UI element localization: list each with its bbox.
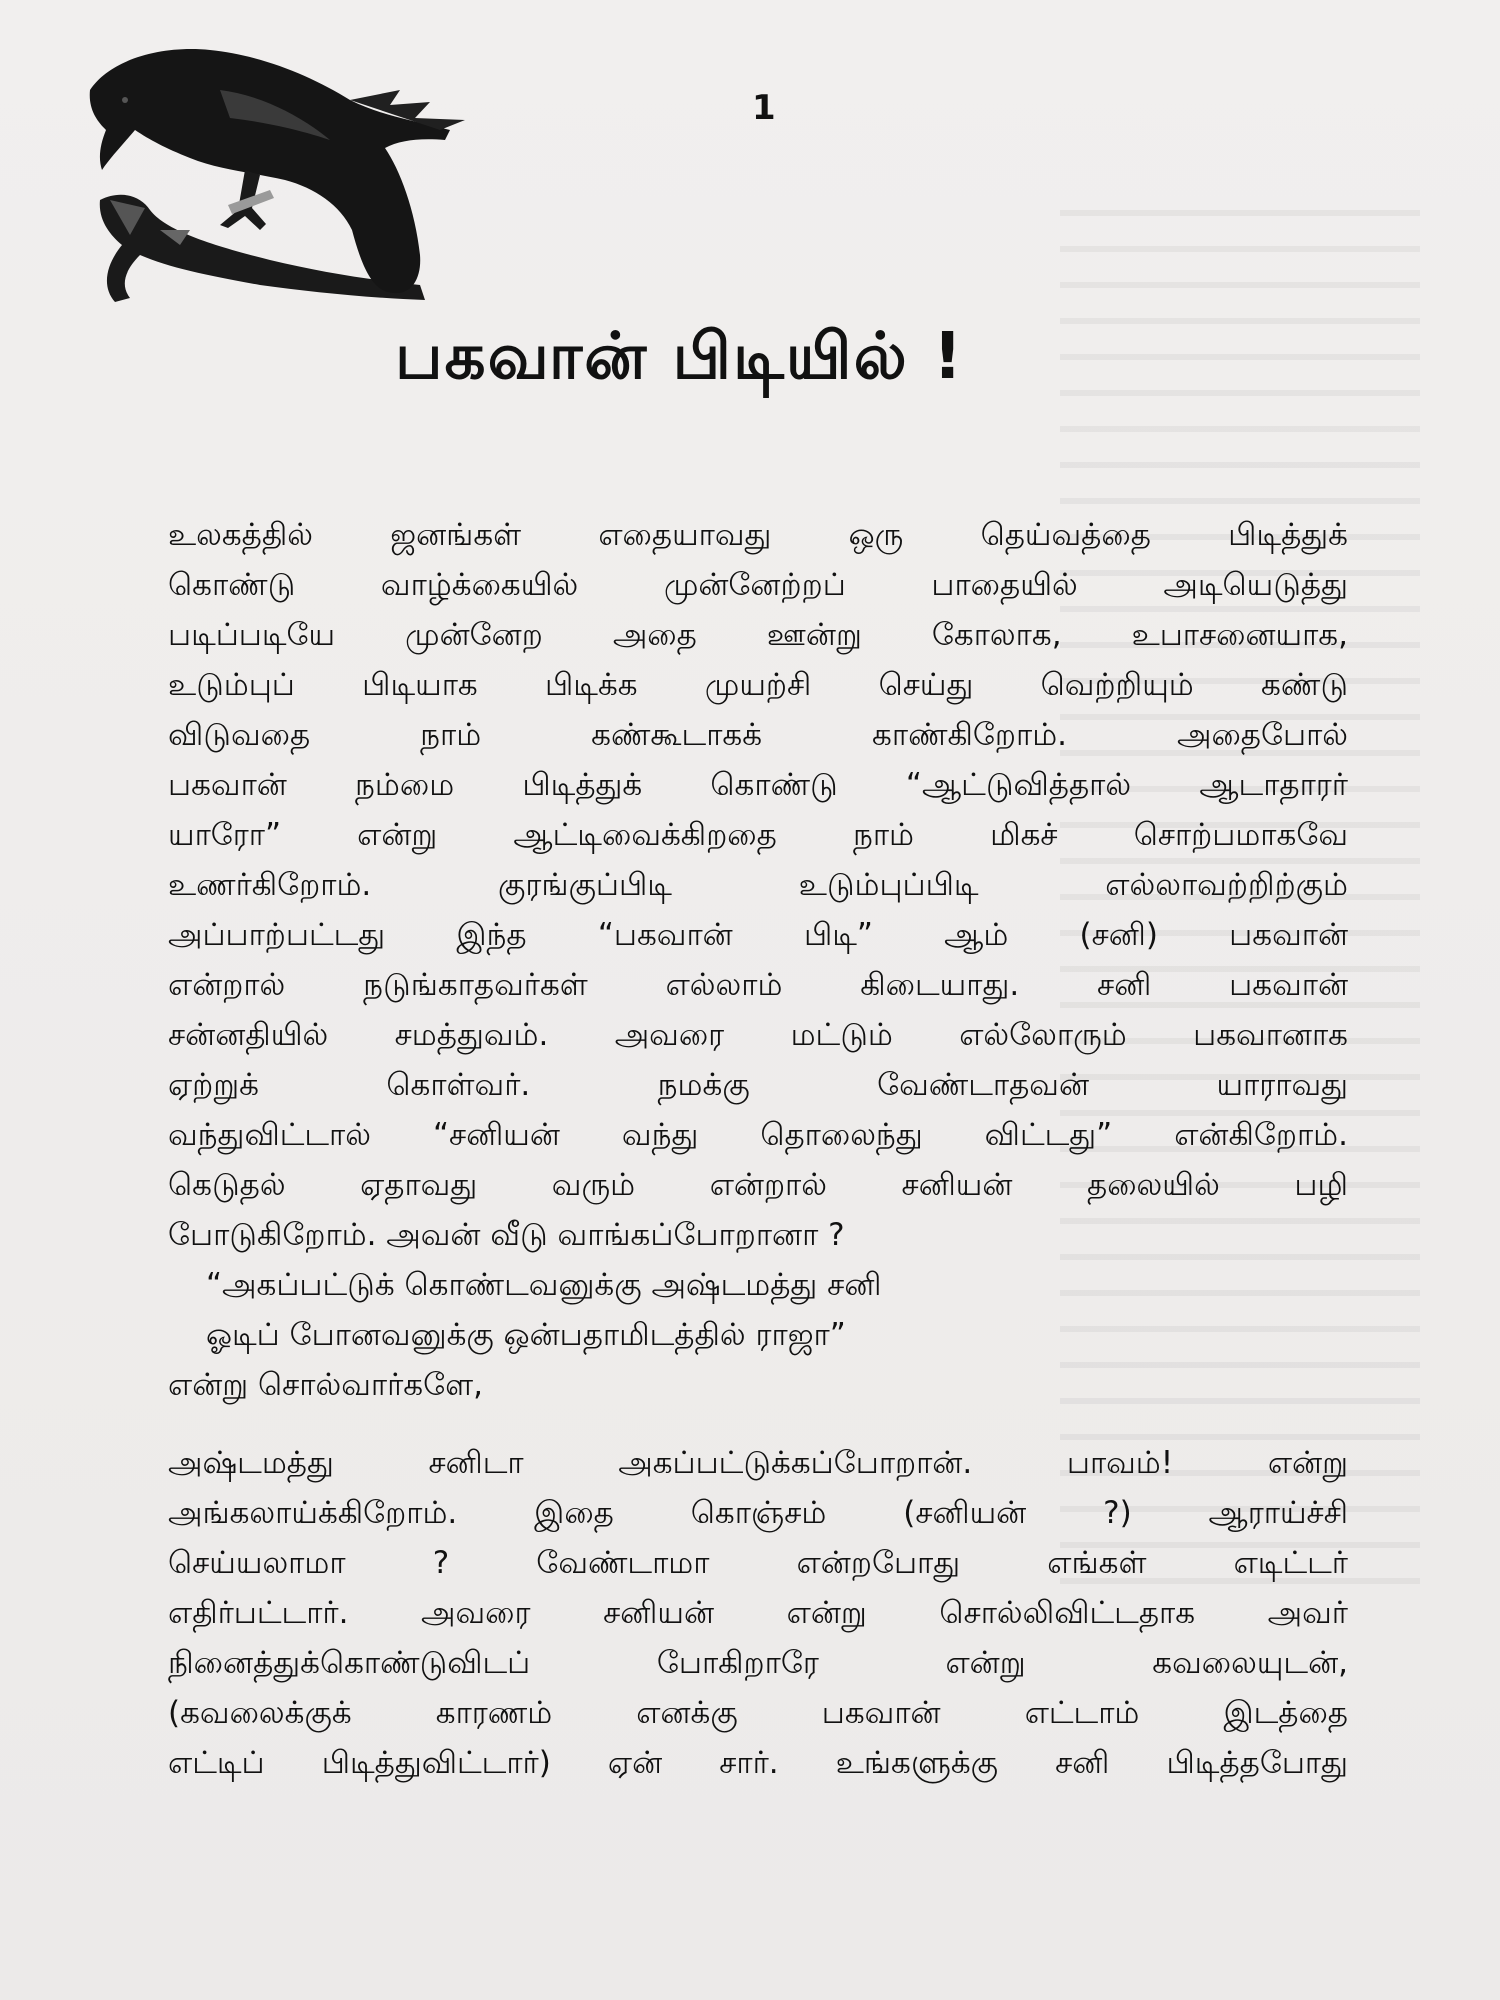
text-line: உலகத்தில் ஜனங்கள் எதையாவது ஒரு தெய்வத்தை பிடித்துக்	[168, 517, 1348, 553]
text-line: யாரோ” என்று ஆட்டிவைக்கிறதை நாம் மிகச் சொற்பமாகவே	[168, 817, 1348, 853]
page-number: 1	[752, 88, 776, 128]
text-line: சன்னதியில் சமத்துவம். அவரை மட்டும் எல்லோரும் பகவானாக	[168, 1017, 1348, 1053]
text-line: கொண்டு வாழ்க்கையில் முன்னேற்றப் பாதையில் அடியெடுத்து	[168, 567, 1348, 603]
text-line: என்றால் நடுங்காதவர்கள் எல்லாம் கிடையாது. சனி பகவான்	[168, 967, 1348, 1003]
text-line: உணர்கிறோம். குரங்குப்பிடி உடும்புப்பிடி எல்லாவற்றிற்கும்	[168, 867, 1348, 903]
paragraph-gap	[168, 1410, 1348, 1438]
text-line: விடுவதை நாம் கண்கூடாகக் காண்கிறோம். அதைபோல்	[168, 717, 1348, 753]
text-line: அங்கலாய்க்கிறோம். இதை கொஞ்சம் (சனியன் ?) ஆராய்ச்சி	[168, 1495, 1348, 1531]
quote-line: “அகப்பட்டுக் கொண்டவனுக்கு அஷ்டமத்து சனி	[206, 1267, 882, 1303]
text-line: அஷ்டமத்து சனிடா அகப்பட்டுக்கப்போறான். பாவம்! என்று	[168, 1445, 1348, 1481]
text-line: ஏற்றுக் கொள்வர். நமக்கு வேண்டாதவன் யாராவது	[168, 1067, 1348, 1103]
text-line: பகவான் நம்மை பிடித்துக் கொண்டு “ஆட்டுவித்தால் ஆடாதாரர்	[168, 767, 1348, 803]
crow-icon	[70, 30, 550, 330]
text-line: படிப்படியே முன்னேற அதை ஊன்று கோலாக, உபாசனையாக,	[168, 617, 1348, 653]
quote-line: ஓடிப் போனவனுக்கு ஒன்பதாமிடத்தில் ராஜா”	[206, 1317, 846, 1353]
body-text	[168, 510, 1348, 1788]
text-line: நினைத்துக்கொண்டுவிடப் போகிறாரே என்று கவலையுடன்,	[168, 1645, 1348, 1681]
text-line: செய்யலாமா ? வேண்டாமா என்றபோது எங்கள் எடிட்டர்	[168, 1545, 1348, 1581]
chapter-title: பகவான் பிடியில் !	[395, 320, 965, 394]
text-line: கெடுதல் ஏதாவது வரும் என்றால் சனியன் தலையில் பழி	[168, 1167, 1348, 1203]
text-line: எட்டிப் பிடித்துவிட்டார்) ஏன் சார். உங்களுக்கு சனி பிடித்தபோது	[168, 1745, 1348, 1781]
text-line: எதிர்பட்டார். அவரை சனியன் என்று சொல்லிவிட்டதாக அவர்	[168, 1595, 1348, 1631]
text-line: அப்பாற்பட்டது இந்த “பகவான் பிடி” ஆம் (சனி) பகவான்	[168, 917, 1348, 953]
text-line: வந்துவிட்டால் “சனியன் வந்து தொலைந்து விட்டது” என்கிறோம்.	[168, 1117, 1348, 1153]
text-line: உடும்புப் பிடியாக பிடிக்க முயற்சி செய்து வெற்றியும் கண்டு	[168, 667, 1348, 703]
text-line: (கவலைக்குக் காரணம் எனக்கு பகவான் எட்டாம் இடத்தை	[168, 1695, 1348, 1731]
text-line: என்று சொல்வார்களே,	[168, 1367, 483, 1403]
text-line: போடுகிறோம். அவன் வீடு வாங்கப்போறானா ?	[168, 1217, 845, 1253]
